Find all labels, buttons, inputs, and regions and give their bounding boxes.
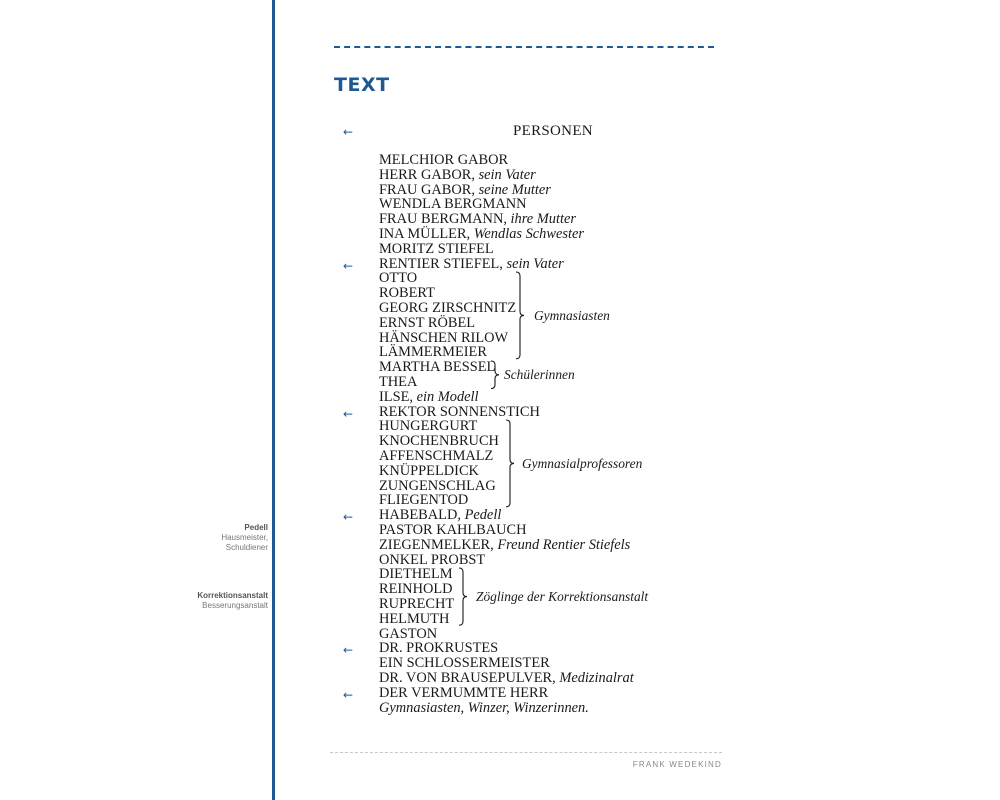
character-name: AFFENSCHMALZ [379,448,494,464]
character-role: Medizinalrat [559,670,634,686]
character-name: FRAU GABOR, [379,181,475,198]
cast-line [379,375,417,390]
character-role: sein Vater [478,166,536,183]
cast-line [379,301,516,316]
cast-line [379,479,496,494]
group-label: Schülerinnen [504,367,575,382]
character-name: MELCHIOR GABOR [379,152,509,168]
back-arrow-icon[interactable]: ← [343,258,354,273]
character-role: Gymnasiasten, Winzer, Winzerinnen. [379,699,589,716]
group-label: Gymnasiasten [534,307,610,323]
cast-line [379,464,479,479]
cast-line [379,153,508,168]
character-name: HELMUTH [379,610,450,627]
back-arrow-icon[interactable]: ← [343,643,354,658]
cast-line [379,360,495,375]
cast-line [379,242,494,257]
gloss-term: Pedell [244,523,268,532]
cast-line [379,390,479,405]
footer-author: FRANK WEDEKIND [632,760,722,769]
back-arrow-icon[interactable]: ← [343,510,354,525]
cast-line [379,641,498,656]
character-role: ihre Mutter [510,211,576,228]
cast-line [379,508,501,523]
character-role: Freund Rentier Stiefels [497,536,631,553]
character-name: FRAU BERGMANN, [379,211,507,228]
character-name: KNÜPPELDICK [379,462,479,479]
left-margin-rule [272,0,275,800]
cast-line [379,345,487,360]
character-name: WENDLA BERGMANN [379,196,527,213]
cast-line [379,227,584,242]
character-name: ILSE, [379,388,413,405]
character-name: LÄMMERMEIER [379,344,487,361]
character-name: GEORG ZIRSCHNITZ [379,300,517,316]
character-name: ROBERT [379,285,435,302]
cast-line [379,316,475,331]
group-brace [490,360,502,390]
cast-line [379,538,630,553]
cast-line [379,271,417,286]
back-arrow-icon[interactable]: ← [343,125,354,139]
cast-line [379,197,527,212]
cast-line [379,582,453,597]
gloss-definition: Hausmeister, Schuldiener [221,533,268,552]
group-label: Zöglinge der Korrektionsanstalt [476,589,649,604]
cast-line [379,597,454,612]
group-brace [458,567,470,626]
character-name: MARTHA BESSEL [379,359,496,376]
bottom-dashed-rule [330,752,722,753]
gloss-definition: Besserungsanstalt [202,601,268,610]
character-name: DR. PROKRUSTES [379,640,499,657]
character-name: DER VERMUMMTE HERR [379,684,549,701]
back-arrow-icon[interactable]: ← [343,406,354,421]
character-name: DR. VON BRAUSEPULVER, [379,670,556,686]
character-name: GASTON [379,625,438,642]
character-name: MORITZ STIEFEL [379,240,494,257]
character-name: HUNGERGURT [379,418,478,435]
character-name: ONKEL PROBST [379,551,486,568]
character-name: EIN SCHLOSSERMEISTER [379,655,550,672]
section-title: TEXT [334,74,390,96]
dramatis-personae-heading: PERSONEN [513,123,593,139]
character-role: seine Mutter [478,181,551,198]
character-name: THEA [379,374,418,390]
group-brace [515,271,527,360]
cast-line [379,212,576,227]
cast-line [379,627,437,642]
character-name: PASTOR KAHLBAUCH [379,522,527,538]
cast-line [379,701,589,716]
cast-line [379,612,449,627]
cast-line [379,449,493,464]
character-name: REKTOR SONNENSTICH [379,403,540,420]
cast-line [379,168,536,183]
cast-line [379,553,485,568]
cast-line [379,523,527,538]
gloss-pedell [208,523,268,553]
character-name: REINHOLD [379,581,453,598]
cast-line [379,686,548,701]
character-name: HERR GABOR, [379,166,475,183]
gloss-term: Korrektionsanstalt [197,591,268,600]
cast-line [379,405,540,420]
character-name: HABEBALD, [379,507,461,524]
character-role: sein Vater [506,255,564,272]
character-role: Wendlas Schwester [473,226,584,242]
group-label: Gymnasialprofessoren [522,455,643,471]
character-name: ZIEGENMELKER, [379,536,494,553]
cast-line [379,183,551,198]
cast-line [379,493,468,508]
character-role: ein Modell [416,388,479,405]
cast-line [379,286,435,301]
back-arrow-icon[interactable]: ← [343,687,354,702]
character-name: RUPRECHT [379,596,455,612]
character-name: ERNST RÖBEL [379,314,476,331]
gloss-korrektionsanstalt [197,591,268,611]
cast-line [379,419,477,434]
character-name: RENTIER STIEFEL, [379,255,503,272]
character-name: INA MÜLLER, [379,226,471,242]
cast-line [379,257,564,272]
character-name: FLIEGENTOD [379,492,469,509]
character-role: Pedell [464,507,502,524]
character-name: DIETHELM [379,566,453,583]
top-dashed-rule [334,46,714,48]
group-brace [505,419,517,508]
cast-line [379,434,499,449]
character-name: ZUNGENSCHLAG [379,477,496,494]
character-name: KNOCHENBRUCH [379,433,499,450]
cast-line [379,671,634,686]
cast-line [379,567,453,582]
cast-line [379,656,550,671]
character-name: OTTO [379,270,418,287]
character-name: HÄNSCHEN RILOW [379,329,509,346]
